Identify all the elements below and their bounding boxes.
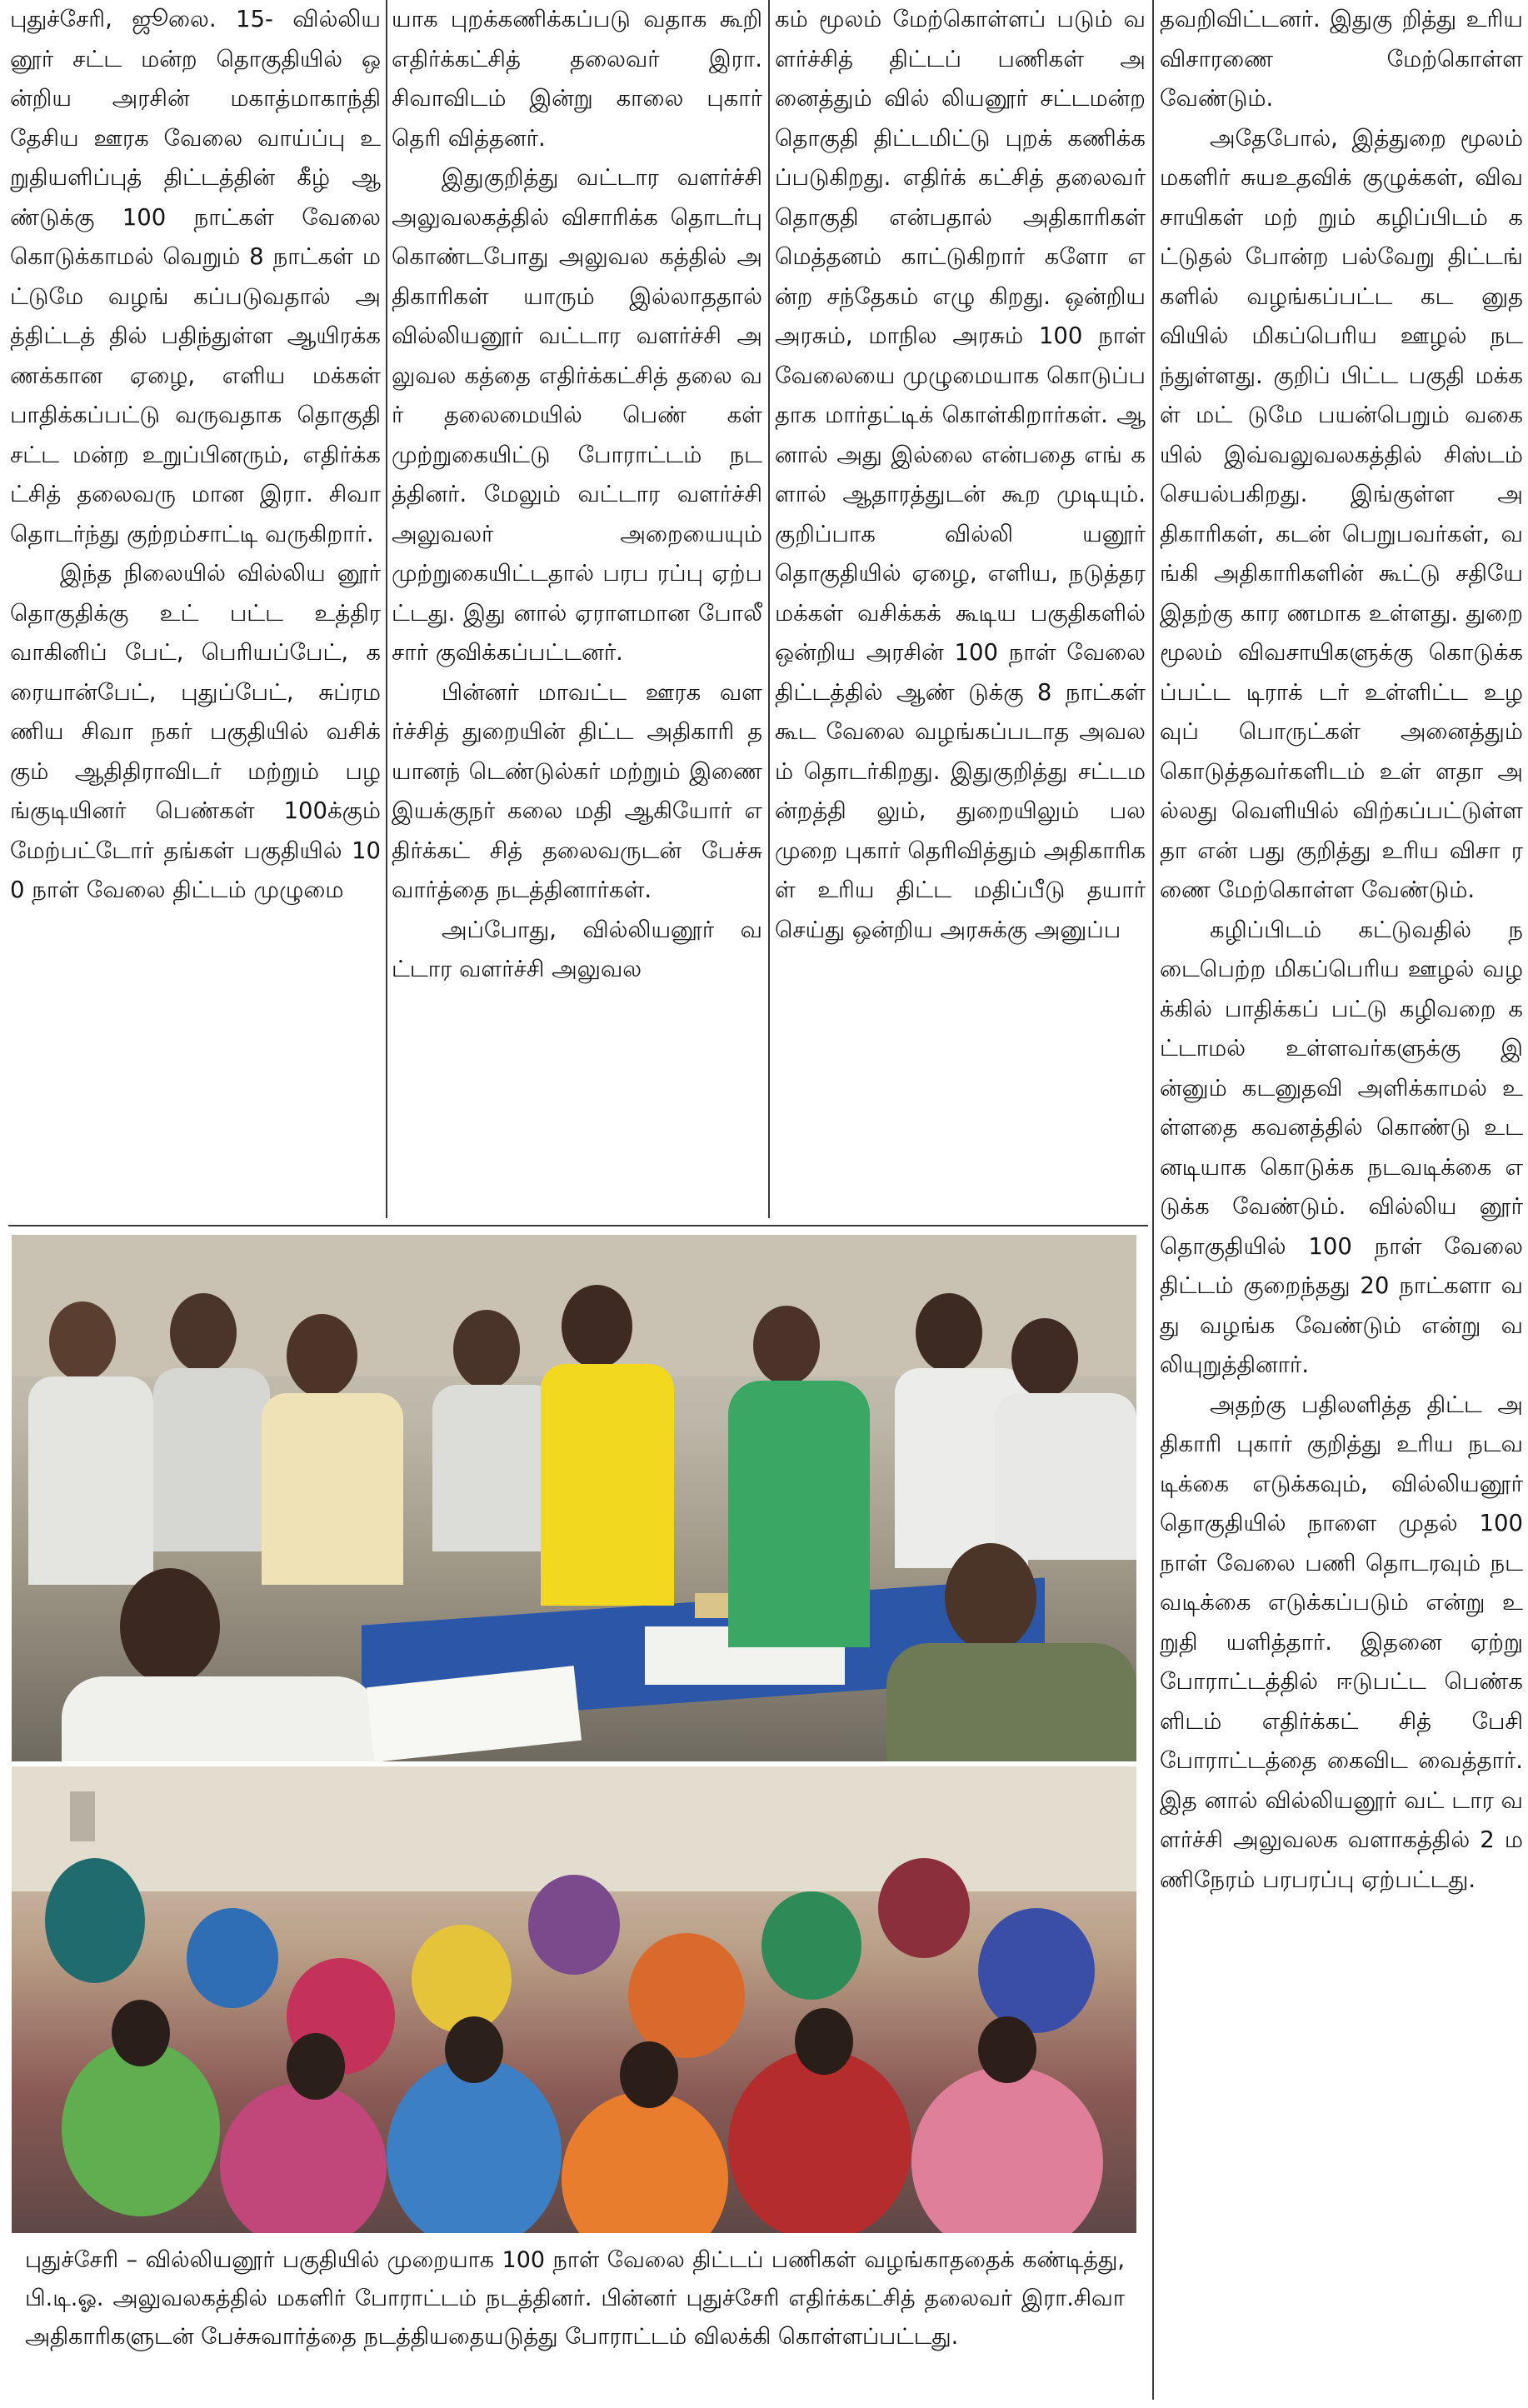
photo-caption: புதுச்சேரி – வில்லியனூர் பகுதியில் முறையாக 100 நாள் வேலை திட்டப் பணிகள் வழங்காததைக் கண்டித்து, பி.டி.ஓ. அலுவலகத்தில் மகளிர் போராட்டம் நடத்தினர். பின்னர் புதுச்சேரி எதிர்க்கட்சித் தலைவர் இரா.சிவா அதிகாரிகளுடன் பேச்சுவார்த்தை நடத்தியதையடுத்து போராட்டம் விலக்கி கொள்ளப்பட்டது. <box>25 2247 1125 2350</box>
paragraph: பின்னர் மாவட்ட ஊரக வளர்ச்சித் துறையின் திட்ட அதிகாரி தயானந் டெண்டுல்கர் மற்றும் இணை இயக்குநர் கலை மதி ஆகியோர் எதிர்க்கட் சித் தலைவருடன் பேச்சு வார்த்தை நடத்தினார்கள். <box>392 678 762 903</box>
column-divider <box>1152 0 1154 2400</box>
paragraph: புதுச்சேரி, ஜூலை. 15- வில்லியனூர் சட்ட மன்ற தொகுதியில் ஒன்றிய அரசின் மகாத்மாகாந்தி தேசிய ஊரக வேலை வாய்ப்பு உறுதியளிப்புத் திட்டத்தின் கீழ் ஆண்டுக்கு 100 நாட்கள் வேலை கொடுக்காமல் வெறும் 8 நாட்கள் மட்டுமே வழங் கப்படுவதால் அத்திட்டத் தில் பதிந்துள்ள ஆயிரக்க ணக்கான ஏழை, எளிய மக்கள் பாதிக்கப்பட்டு வருவதாக தொகுதி சட்ட மன்ற உறுப்பினரும், எதிர்க்கட்சித் தலைவரு மான இரா. சிவா தொடர்ந்து குற்றம்சாட்டி வருகிறார். <box>10 6 381 547</box>
paragraph: அப்போது, வில்லியனூர் வட்டார வளர்ச்சி அலுவல <box>392 916 762 982</box>
column-divider <box>768 0 770 1218</box>
paragraph: கம் மூலம் மேற்கொள்ளப் படும் வளர்ச்சித் திட்டப் பணிகள் அனைத்தும் வில் லியனூர் சட்டமன்ற தொகுதி திட்டமிட்டு புறக் கணிக்கப்படுகிறது. எதிர்க் கட்சித் தலைவர் தொகுதி என்பதால் அதிகாரிகள் மெத்தனம் காட்டுகிறார் களோ என்ற சந்தேகம் எழு கிறது. ஒன்றிய அரசும், மாநில அரசும் 100 நாள் வேலையை முழுமையாக கொடுப்பதாக மார்தட்டிக் கொள்கிறார்கள். ஆனால் அது இல்லை என்பதை எங் களால் ஆதாரத்துடன் கூற முடியும். குறிப்பாக வில்லி யனூர் தொகுதியில் ஏழை, எளிய, நடுத்தர மக்கள் வசிக்கக் கூடிய பகுதிகளில் ஒன்றிய அரசின் 100 நாள் வேலை திட்டத்தில் ஆண் டுக்கு 8 நாட்கள் கூட வேலை வழங்கப்படாத அவலம் தொடர்கிறது. இதுகுறித்து சட்டமன்றத்தி லும், துறையிலும் பல முறை புகார் தெரிவித்தும் அதிகாரிகள் உரிய திட்ட மதிப்பீடு தயார் செய்து ஒன்றிய அரசுக்கு அனுப்ப <box>775 6 1146 943</box>
paragraph: தவறிவிட்டனர். இதுகு றித்து உரிய விசாரணை மேற்கொள்ள வேண்டும். <box>1160 6 1523 112</box>
protest-photo <box>12 1766 1136 2233</box>
paragraph: யாக புறக்கணிக்கப்படு வதாக கூறி எதிர்க்கட்சித் தலைவர் இரா. சிவாவிடம் இன்று காலை புகார் தெரி வித்தனர். <box>392 6 762 152</box>
article-column-2 <box>392 0 762 1218</box>
paragraph: இதுகுறித்து வட்டார வளர்ச்சி அலுவலகத்தில் விசாரிக்க தொடர்பு கொண்டபோது அலுவல கத்தில் அதிகாரிகள் யாரும் இல்லாததால் வில்லியனூர் வட்டார வளர்ச்சி அலுவல கத்தை எதிர்க்கட்சித் தலை வர் தலைமையில் பெண் கள் முற்றுகையிட்டு போராட்டம் நடத்தினர். மேலும் வட்டார வளர்ச்சி அலுவலர் அறையையும் முற்றுகையிட்டதால் பரப ரப்பு ஏற்பட்டது. இது னால் ஏராளமான போலீ சார் குவிக்கப்பட்டனர். <box>392 164 762 666</box>
article-column-1 <box>10 0 381 1218</box>
column-divider <box>386 0 387 1218</box>
article-column-3 <box>775 0 1146 1218</box>
article-column-4 <box>1160 0 1523 2400</box>
section-divider <box>8 1225 1148 1226</box>
paragraph: அதேபோல், இத்துறை மூலம் மகளிர் சுயஉதவிக் குழுக்கள், விவசாயிகள் மற் றும் கழிப்பிடம் கட்டுதல் போன்ற பல்வேறு திட்டங் களில் வழங்கப்பட்ட கட னுதவியில் மிகப்பெரிய ஊழல் நடந்துள்ளது. குறிப் பிட்ட பகுதி மக்கள் மட் டுமே பயன்பெறும் வகை யில் இவ்வலுவலகத்தில் சிஸ்டம் செயல்பகிறது. இங்குள்ள அதிகாரிகள், கடன் பெறுபவர்கள், வங்கி அதிகாரிகளின் கூட்டு சதியே இதற்கு கார ணமாக உள்ளது. துறை மூலம் விவசாயிகளுக்கு கொடுக்கப்பட்ட டிராக் டர் உள்ளிட்ட உழவுப் பொருட்கள் அனைத்தும் கொடுத்தவர்களிடம் உள் ளதா அல்லது வெளியில் விற்கப்பட்டுள்ளதா என் பது குறித்து உரிய விசா ரணை மேற்கொள்ள வேண்டும். <box>1160 124 1523 903</box>
paragraph: கழிப்பிடம் கட்டுவதில் நடைபெற்ற மிகப்பெரிய ஊழல் வழக்கில் பாதிக்கப் பட்டு கழிவறை கட்டாமல் உள்ளவர்களுக்கு இன்னும் கடனுதவி அளிக்காமல் உள்ளதை கவனத்தில் கொண்டு உடனடியாக கொடுக்க நடவடிக்கை எடுக்க வேண்டும். வில்லிய னூர் தொகுதியில் 100 நாள் வேலை திட்டம் குறைந்தது 20 நாட்களா வது வழங்க வேண்டும் என்று வலியுறுத்தினார். <box>1160 916 1523 1378</box>
meeting-photo <box>12 1235 1136 1761</box>
paragraph: அதற்கு பதிலளித்த திட்ட அதிகாரி புகார் குறித்து உரிய நடவடிக்கை எடுக்கவும், வில்லியனூர் தொகுதியில் நாளை முதல் 100 நாள் வேலை பணி தொடரவும் நடவடிக்கை எடுக்கப்படும் என்று உறுதி யளித்தார். இதனை ஏற்று போராட்டத்தில் ஈடுபட்ட பெண்களிடம் எதிர்க்கட் சித் பேசி போராட்டத்தை கைவிட வைத்தார். இத னால் வில்லியனூர் வட் டார வளர்ச்சி அலுவலக வளாகத்தில் 2 மணிநேரம் பரபரப்பு ஏற்பட்டது. <box>1160 1391 1523 1893</box>
paragraph: இந்த நிலையில் வில்லிய னூர் தொகுதிக்கு உட் பட்ட உத்திரவாகினிப் பேட், பெரியப்பேட், கரையான்பேட், புதுப்பேட், சுப்ரமணிய சிவா நகர் பகுதியில் வசிக் கும் ஆதிதிராவிடர் மற்றும் பழங்குடியினர் பெண்கள் 100க்கும் மேற்பட்டோர் தங்கள் பகுதியில் 100 நாள் வேலை திட்டம் முழுமை <box>10 560 381 903</box>
